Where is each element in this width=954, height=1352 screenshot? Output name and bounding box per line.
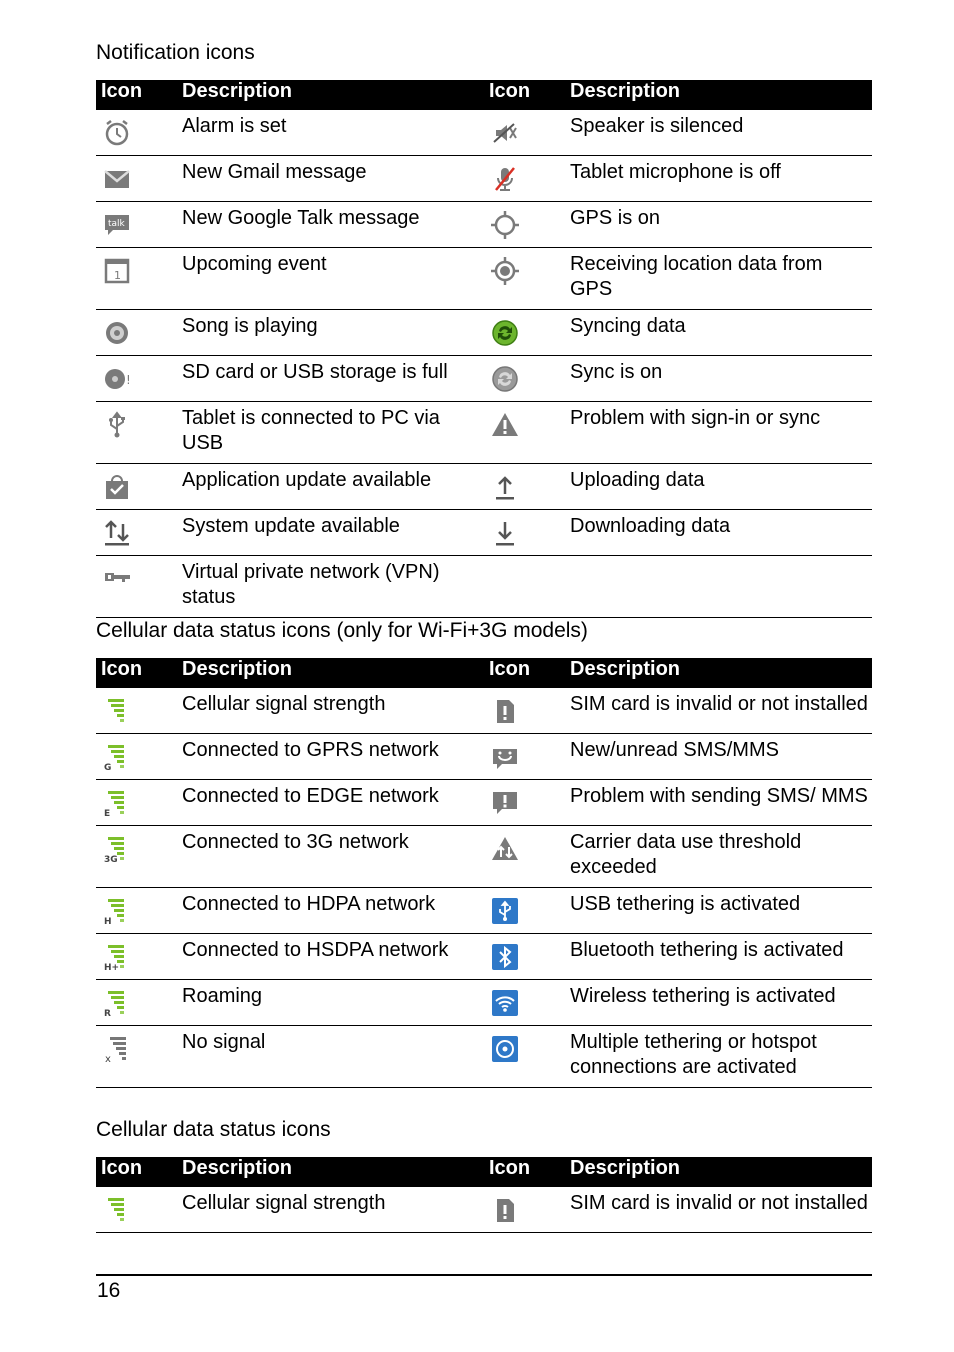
system-update-icon: [102, 518, 132, 548]
table-header-row: [96, 80, 872, 110]
description-cell: Problem with sign-in or sync: [566, 402, 872, 464]
gps-on-icon: [490, 210, 520, 240]
table-row: [96, 980, 872, 1026]
signal-3g-icon: [102, 834, 132, 864]
description-cell: System update available: [178, 510, 484, 556]
svg-text:H: H: [104, 917, 112, 926]
table-row: [96, 248, 872, 310]
icon-cell: [96, 1187, 178, 1233]
icon-cell: [484, 356, 566, 402]
download-icon: [490, 518, 520, 548]
table-row: [96, 310, 872, 356]
table-row: [96, 888, 872, 934]
table-row: [96, 734, 872, 780]
icon-cell: [484, 556, 566, 618]
icon-cell: [96, 248, 178, 310]
section-title-cellular-3g: Cellular data status icons (only for Wi-Fi+3G models): [96, 619, 588, 642]
description-cell: Wireless tethering is activated: [566, 980, 872, 1026]
icon-cell: [96, 402, 178, 464]
data-threshold-icon: [490, 834, 520, 864]
icon-cell: [96, 1026, 178, 1088]
page-number: 16: [97, 1279, 121, 1302]
notification-icons-table: [96, 80, 872, 618]
table-row: [96, 356, 872, 402]
column-header-description: Description: [566, 80, 872, 110]
description-cell: New Google Talk message: [178, 202, 484, 248]
icon-cell: [96, 734, 178, 780]
cellular-icons-table: [96, 1157, 872, 1233]
description-cell: Roaming: [178, 980, 484, 1026]
bluetooth-tethering-icon: [490, 942, 520, 972]
icon-cell: [484, 688, 566, 734]
icon-cell: [484, 110, 566, 156]
icon-cell: [96, 980, 178, 1026]
table-row: [96, 510, 872, 556]
column-header-icon: Icon: [484, 1157, 566, 1187]
column-header-icon: Icon: [96, 80, 178, 110]
icon-cell: [96, 934, 178, 980]
icon-cell: [484, 510, 566, 556]
icon-cell: [484, 888, 566, 934]
sync-on-icon: [490, 364, 520, 394]
description-cell: Carrier data use threshold exceeded: [566, 826, 872, 888]
sms-problem-icon: [490, 788, 520, 818]
icon-cell: [96, 202, 178, 248]
svg-text:1: 1: [114, 269, 121, 282]
gps-receiving-icon: [490, 256, 520, 286]
icon-cell: [484, 980, 566, 1026]
column-header-icon: Icon: [484, 658, 566, 688]
description-cell: Song is playing: [178, 310, 484, 356]
svg-text:G: G: [104, 763, 112, 772]
hotspot-icon: [490, 1034, 520, 1064]
icon-cell: [484, 202, 566, 248]
icon-cell: [484, 826, 566, 888]
signal-hsdpa-icon: [102, 942, 132, 972]
table-row: [96, 780, 872, 826]
description-cell: Connected to HSDPA network: [178, 934, 484, 980]
description-cell: New Gmail message: [178, 156, 484, 202]
icon-cell: [484, 248, 566, 310]
signal-edge-icon: [102, 788, 132, 818]
table-row: [96, 402, 872, 464]
description-cell: Connected to EDGE network: [178, 780, 484, 826]
icon-cell: [96, 688, 178, 734]
description-cell: Multiple tethering or hotspot connections are activated: [566, 1026, 872, 1088]
description-cell: SIM card is invalid or not installed: [566, 1187, 872, 1233]
icon-cell: [96, 310, 178, 356]
column-header-description: Description: [178, 658, 484, 688]
calendar-icon: [102, 256, 132, 286]
table-row: [96, 156, 872, 202]
description-cell: Downloading data: [566, 510, 872, 556]
description-cell: New/unread SMS/MMS: [566, 734, 872, 780]
description-cell: Problem with sending SMS/ MMS: [566, 780, 872, 826]
column-header-description: Description: [566, 658, 872, 688]
svg-text:H+: H+: [104, 963, 120, 972]
description-cell: Application update available: [178, 464, 484, 510]
description-cell: Tablet microphone is off: [566, 156, 872, 202]
description-cell: Sync is on: [566, 356, 872, 402]
gmail-icon: [102, 164, 132, 194]
section-title-cellular: Cellular data status icons: [96, 1118, 331, 1141]
table-row: [96, 110, 872, 156]
icon-cell: [484, 780, 566, 826]
description-cell: Connected to 3G network: [178, 826, 484, 888]
description-cell: Upcoming event: [178, 248, 484, 310]
svg-text:3G: 3G: [104, 855, 118, 864]
icon-cell: [484, 1187, 566, 1233]
column-header-icon: Icon: [96, 1157, 178, 1187]
icon-cell: [484, 402, 566, 464]
sms-new-icon: [490, 742, 520, 772]
table-row: [96, 464, 872, 510]
description-cell: Uploading data: [566, 464, 872, 510]
footer-rule: [96, 1274, 872, 1276]
sd-card-full-icon: [102, 364, 132, 394]
icon-cell: [96, 464, 178, 510]
signal-strength-icon: [102, 696, 132, 726]
description-cell: No signal: [178, 1026, 484, 1088]
alarm-icon: [102, 118, 132, 148]
song-playing-icon: [102, 318, 132, 348]
syncing-icon: [490, 318, 520, 348]
speaker-silenced-icon: [490, 118, 520, 148]
description-cell: GPS is on: [566, 202, 872, 248]
description-cell: Cellular signal strength: [178, 1187, 484, 1233]
description-cell: SD card or USB storage is full: [178, 356, 484, 402]
description-cell: Bluetooth tethering is activated: [566, 934, 872, 980]
sim-invalid-icon: [490, 696, 520, 726]
description-cell: Speaker is silenced: [566, 110, 872, 156]
table-row: [96, 1187, 872, 1233]
icon-cell: [96, 556, 178, 618]
description-cell: Connected to HDPA network: [178, 888, 484, 934]
usb-icon: [102, 410, 132, 440]
no-signal-icon: [102, 1034, 132, 1064]
description-cell: [566, 556, 872, 618]
description-cell: Receiving location data from GPS: [566, 248, 872, 310]
icon-cell: [96, 156, 178, 202]
icon-cell: [484, 734, 566, 780]
signal-hdpa-icon: [102, 896, 132, 926]
microphone-off-icon: [490, 164, 520, 194]
icon-cell: [484, 310, 566, 356]
icon-cell: [484, 1026, 566, 1088]
app-update-icon: [102, 472, 132, 502]
description-cell: Alarm is set: [178, 110, 484, 156]
signal-strength-icon: [102, 1195, 132, 1225]
talk-icon: [102, 210, 132, 240]
usb-tethering-icon: [490, 896, 520, 926]
column-header-icon: Icon: [96, 658, 178, 688]
table-row: [96, 1026, 872, 1088]
icon-cell: [484, 934, 566, 980]
icon-cell: [96, 888, 178, 934]
svg-text:E: E: [104, 809, 111, 818]
description-cell: Tablet is connected to PC via USB: [178, 402, 484, 464]
svg-text:R: R: [104, 1009, 111, 1018]
vpn-key-icon: [102, 564, 132, 594]
upload-icon: [490, 472, 520, 502]
warning-icon: [490, 410, 520, 440]
wifi-tethering-icon: [490, 988, 520, 1018]
table-row: [96, 688, 872, 734]
svg-text:!: !: [126, 373, 131, 387]
table-row: [96, 556, 872, 618]
icon-cell: [96, 356, 178, 402]
table-header-row: [96, 1157, 872, 1187]
table-header-row: [96, 658, 872, 688]
cellular-3g-icons-table: [96, 658, 872, 1088]
signal-roaming-icon: [102, 988, 132, 1018]
column-header-icon: Icon: [484, 80, 566, 110]
icon-cell: [484, 464, 566, 510]
column-header-description: Description: [178, 1157, 484, 1187]
description-cell: SIM card is invalid or not installed: [566, 688, 872, 734]
description-cell: Cellular signal strength: [178, 688, 484, 734]
column-header-description: Description: [566, 1157, 872, 1187]
description-cell: Virtual private network (VPN) status: [178, 556, 484, 618]
icon-cell: [96, 110, 178, 156]
icon-cell: [96, 510, 178, 556]
icon-cell: [96, 826, 178, 888]
description-cell: Syncing data: [566, 310, 872, 356]
description-cell: USB tethering is activated: [566, 888, 872, 934]
sim-invalid-icon: [490, 1195, 520, 1225]
description-cell: Connected to GPRS network: [178, 734, 484, 780]
signal-gprs-icon: [102, 742, 132, 772]
icon-cell: [484, 156, 566, 202]
table-row: [96, 202, 872, 248]
svg-text:talk: talk: [108, 219, 125, 229]
svg-text:x: x: [105, 1054, 111, 1064]
icon-cell: [96, 780, 178, 826]
column-header-description: Description: [178, 80, 484, 110]
table-row: [96, 934, 872, 980]
section-title-notification-icons: Notification icons: [96, 41, 255, 64]
table-row: [96, 826, 872, 888]
